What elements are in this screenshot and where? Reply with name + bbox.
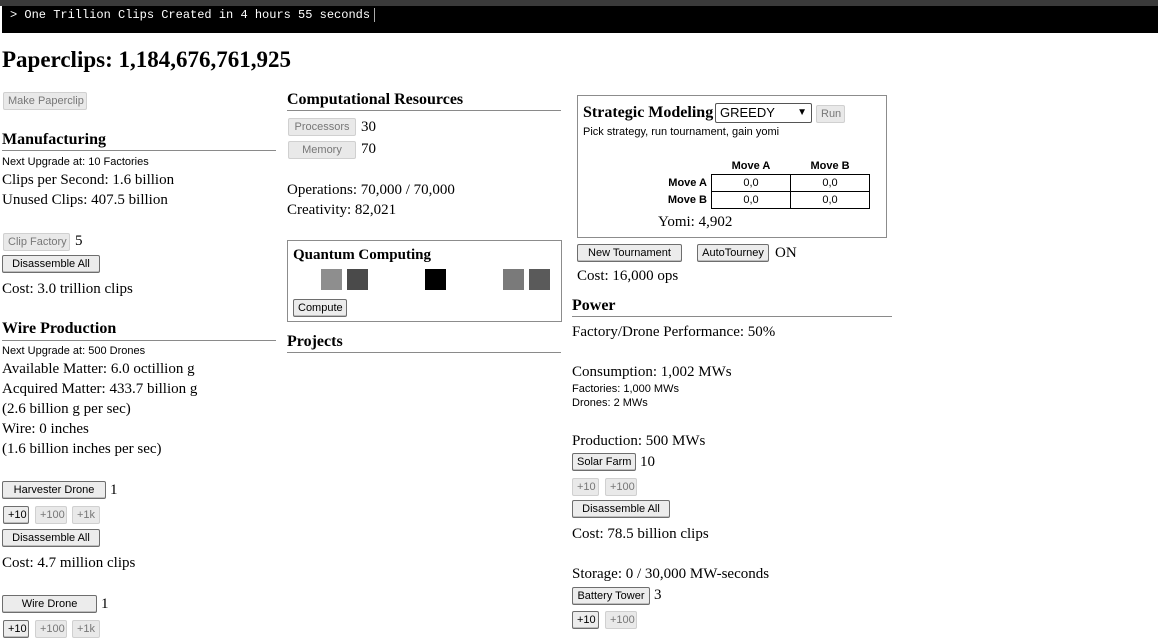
payoff-row-header: Move A bbox=[668, 177, 707, 189]
payoff-col-header: Move B bbox=[810, 160, 850, 172]
processors-value: 30 bbox=[361, 119, 376, 135]
harvester-drone-button[interactable]: Harvester Drone bbox=[2, 481, 106, 499]
manufacturing-title: Manufacturing bbox=[2, 131, 106, 148]
harvester-plus1k-button[interactable]: +1k bbox=[72, 506, 100, 524]
wire-drone-button[interactable]: Wire Drone bbox=[2, 595, 97, 613]
solar-farm-button[interactable]: Solar Farm bbox=[572, 453, 636, 471]
strategy-description: Pick strategy, run tournament, gain yomi bbox=[583, 126, 780, 138]
battery-plus10-button[interactable]: +10 bbox=[572, 611, 599, 629]
quantum-computing-title: Quantum Computing bbox=[293, 247, 431, 263]
qchip bbox=[451, 269, 472, 290]
qchip bbox=[503, 269, 524, 290]
qchip bbox=[321, 269, 342, 290]
disassemble-drones-button[interactable]: Disassemble All bbox=[2, 529, 100, 547]
creativity: Creativity: 82,021 bbox=[287, 202, 397, 218]
matter-rate: (2.6 billion g per sec) bbox=[2, 401, 131, 417]
divider bbox=[2, 340, 276, 341]
harvester-plus100-button[interactable]: +100 bbox=[35, 506, 67, 524]
console bbox=[2, 6, 1158, 33]
autotourney-button[interactable]: AutoTourney bbox=[697, 244, 769, 262]
clips-per-second: Clips per Second: 1.6 billion bbox=[2, 172, 175, 188]
disassemble-solar-button[interactable]: Disassemble All bbox=[572, 500, 670, 518]
paperclips-count: Paperclips: 1,184,676,761,925 bbox=[2, 47, 291, 72]
power-consumption: Consumption: 1,002 MWs bbox=[572, 364, 732, 380]
wire-drone-count: 1 bbox=[101, 596, 109, 612]
wire-amount: Wire: 0 inches bbox=[2, 421, 89, 437]
acquired-matter: Acquired Matter: 433.7 billion g bbox=[2, 381, 198, 397]
qchip bbox=[347, 269, 368, 290]
available-matter: Available Matter: 6.0 octillion g bbox=[2, 361, 195, 377]
payoff-cell: 0,0 bbox=[791, 192, 870, 209]
factory-next-upgrade: Next Upgrade at: 10 Factories bbox=[2, 156, 149, 168]
clip-factory-button[interactable]: Clip Factory bbox=[3, 233, 70, 251]
power-title: Power bbox=[572, 297, 616, 314]
wire-drone-plus10-button[interactable]: +10 bbox=[3, 620, 29, 638]
divider bbox=[572, 316, 892, 317]
make-paperclip-button[interactable]: Make Paperclip bbox=[3, 92, 87, 110]
harvester-cost: Cost: 4.7 million clips bbox=[2, 555, 136, 571]
payoff-cell: 0,0 bbox=[712, 192, 791, 209]
new-tournament-button[interactable]: New Tournament bbox=[577, 244, 682, 262]
projects-title: Projects bbox=[287, 333, 343, 350]
divider bbox=[287, 352, 561, 353]
autotourney-state: ON bbox=[775, 245, 797, 261]
memory-value: 70 bbox=[361, 141, 376, 157]
run-tournament-button[interactable]: Run bbox=[816, 105, 845, 123]
drones-consumption: Drones: 2 MWs bbox=[572, 397, 648, 409]
memory-button[interactable]: Memory bbox=[288, 141, 356, 159]
processors-button[interactable]: Processors bbox=[288, 118, 356, 136]
tournament-cost: Cost: 16,000 ops bbox=[577, 268, 679, 284]
factories-consumption: Factories: 1,000 MWs bbox=[572, 383, 679, 395]
computational-resources-title: Computational Resources bbox=[287, 91, 464, 108]
battery-plus100-button[interactable]: +100 bbox=[605, 611, 637, 629]
drone-next-upgrade: Next Upgrade at: 500 Drones bbox=[2, 345, 146, 357]
strategy-selected-value: GREEDY bbox=[720, 105, 775, 120]
power-storage: Storage: 0 / 30,000 MW-seconds bbox=[572, 566, 770, 582]
qchip bbox=[477, 269, 498, 290]
power-production: Production: 500 MWs bbox=[572, 433, 706, 449]
wire-drone-plus100-button[interactable]: +100 bbox=[35, 620, 67, 638]
qchip bbox=[374, 269, 395, 290]
solar-cost: Cost: 78.5 billion clips bbox=[572, 526, 709, 542]
payoff-cell: 0,0 bbox=[712, 175, 791, 192]
operations: Operations: 70,000 / 70,000 bbox=[287, 182, 455, 198]
strategic-modeling-title: Strategic Modeling bbox=[583, 104, 714, 121]
strategy-select[interactable] bbox=[715, 103, 812, 123]
compute-button[interactable]: Compute bbox=[293, 299, 347, 317]
divider bbox=[2, 150, 276, 151]
solar-plus100-button[interactable]: +100 bbox=[605, 478, 637, 496]
yomi: Yomi: 4,902 bbox=[658, 214, 733, 230]
battery-tower-count: 3 bbox=[654, 587, 662, 603]
strategic-modeling-panel bbox=[577, 95, 887, 238]
qchip bbox=[529, 269, 550, 290]
solar-plus10-button[interactable]: +10 bbox=[572, 478, 599, 496]
payoff-col-header: Move A bbox=[731, 160, 771, 172]
qchip bbox=[425, 269, 446, 290]
quantum-computing-panel bbox=[287, 240, 562, 322]
console-message: > One Trillion Clips Created in 4 hours 55 seconds bbox=[10, 8, 375, 22]
harvester-plus10-button[interactable]: +10 bbox=[3, 506, 29, 524]
factory-cost: Cost: 3.0 trillion clips bbox=[2, 281, 133, 297]
disassemble-factories-button[interactable]: Disassemble All bbox=[2, 255, 100, 273]
qchip bbox=[400, 269, 421, 290]
wire-drone-plus1k-button[interactable]: +1k bbox=[72, 620, 100, 638]
unused-clips: Unused Clips: 407.5 billion bbox=[2, 192, 168, 208]
factory-drone-performance: Factory/Drone Performance: 50% bbox=[572, 324, 776, 340]
battery-tower-button[interactable]: Battery Tower bbox=[572, 587, 650, 605]
payoff-cell: 0,0 bbox=[791, 175, 870, 192]
wire-production-title: Wire Production bbox=[2, 320, 117, 337]
divider bbox=[287, 110, 561, 111]
wire-rate: (1.6 billion inches per sec) bbox=[2, 441, 162, 457]
chevron-down-icon: ▼ bbox=[797, 107, 807, 118]
clip-factory-count: 5 bbox=[75, 233, 83, 249]
payoff-grid bbox=[643, 158, 870, 209]
harvester-drone-count: 1 bbox=[110, 482, 118, 498]
payoff-row-header: Move B bbox=[667, 194, 707, 206]
solar-farm-count: 10 bbox=[640, 454, 655, 470]
